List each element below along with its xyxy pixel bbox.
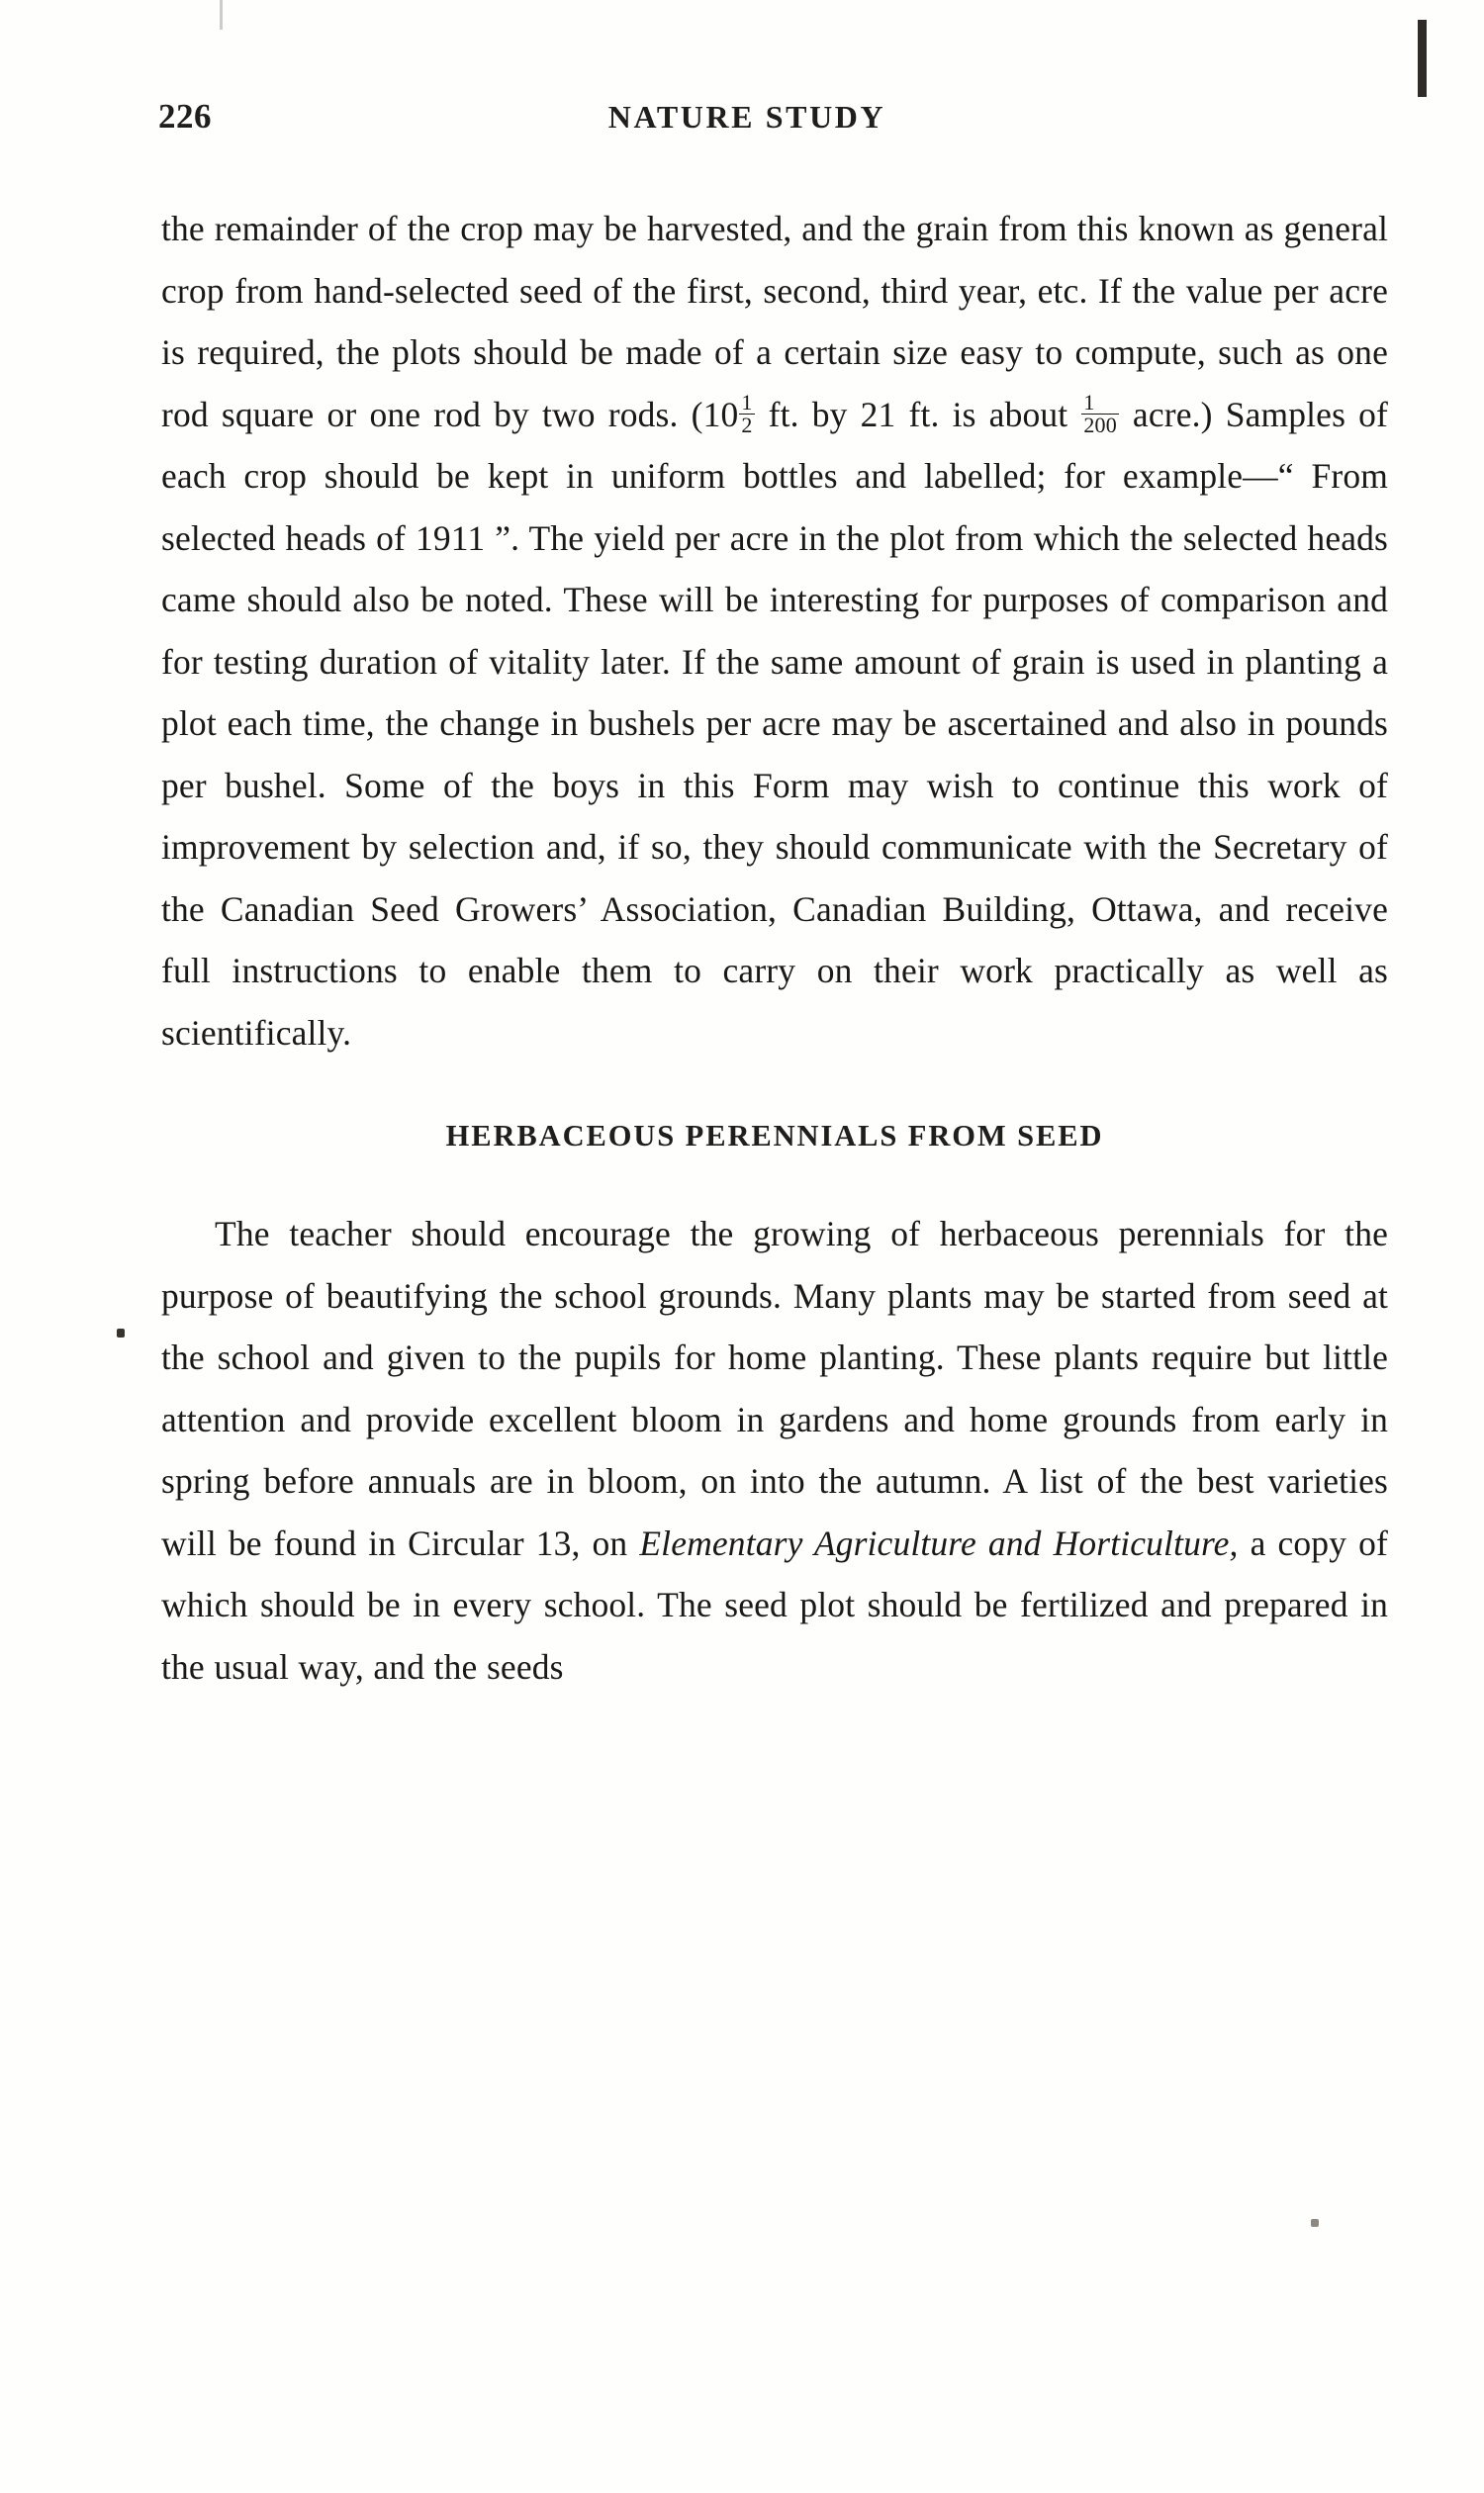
page-edge-mark-left: [117, 1329, 125, 1338]
paragraph-text-part-b: ft. by 21 ft. is about: [755, 394, 1081, 434]
paragraph-crop-harvest: [161, 198, 1388, 1063]
circular-title-italic: Elementary Agriculture and Horticulture,: [639, 1523, 1239, 1563]
paragraph2-text-part-b: a copy of which should be in every school. The seed plot should be fertilized and prepared in the usual way, and the seeds: [161, 1523, 1388, 1687]
spacer-below-heading: [161, 1154, 1388, 1203]
fraction-one-half-denominator: 2: [741, 413, 753, 438]
page-edge-mark-top-left: [220, 0, 223, 30]
fraction-one-two-hundredth-numerator: 1: [1083, 390, 1095, 416]
paragraph-text-part-c: acre.) Samples of each crop should be kept in uniform bottles and labelled; for example—“ From selected heads of 1911 ”. The yield per acre in the plot from which the selected heads came should also be noted. These will be interesting for purposes of comparison and for testing duration of vitality later. If the same amount of grain is used in planting a plot each time, the change in bushels per acre may be ascertained and also in pounds per bushel. Some of the boys in this Form may wish to continue this work of improvement by selection and, if so, they should communicate with the Secretary of the Canadian Seed Growers’ Association, Canadian Building, Ottawa, and receive full instructions to enable them to carry on their work practically as well as scientifically.: [161, 394, 1389, 1053]
fraction-one-half: [738, 392, 755, 436]
page-number: 226: [158, 97, 212, 136]
body-column: [161, 198, 1388, 1698]
page-edge-mark-bottom: [1311, 2219, 1319, 2227]
section-heading: HERBACEOUS PERENNIALS FROM SEED: [445, 1119, 1104, 1153]
fraction-one-two-hundredth: [1080, 392, 1119, 436]
paragraph-text-part-a: the remainder of the crop may be harvested, and the grain from this known as general crop from hand-selected seed of the first, second, third year, etc. If the value per acre is required, the plots should be made of a certain size easy to compute, such as one rod square or one rod by two rods. (10: [161, 209, 1388, 434]
paragraph-herbaceous-perennials: [161, 1203, 1388, 1698]
spacer-above-heading: [161, 1063, 1388, 1119]
book-title: NATURE STUDY: [607, 99, 886, 135]
running-head: [158, 97, 1336, 142]
paragraph2-text-part-a: The teacher should encourage the growing of herbaceous perennials for the purpose of beautifying the school grounds. Many plants may be started from seed at the school and given to the pupils for home planting. These plants require but little attention and provide excellent bloom in gardens and home grounds from early in spring before annuals are in bloom, on into the autumn. A list of the best varieties will be found in Circular 13, on: [161, 1214, 1388, 1563]
fraction-one-half-numerator: 1: [741, 390, 753, 416]
fraction-one-two-hundredth-denominator: 200: [1083, 413, 1117, 438]
page-edge-mark-top-right: [1418, 20, 1427, 97]
